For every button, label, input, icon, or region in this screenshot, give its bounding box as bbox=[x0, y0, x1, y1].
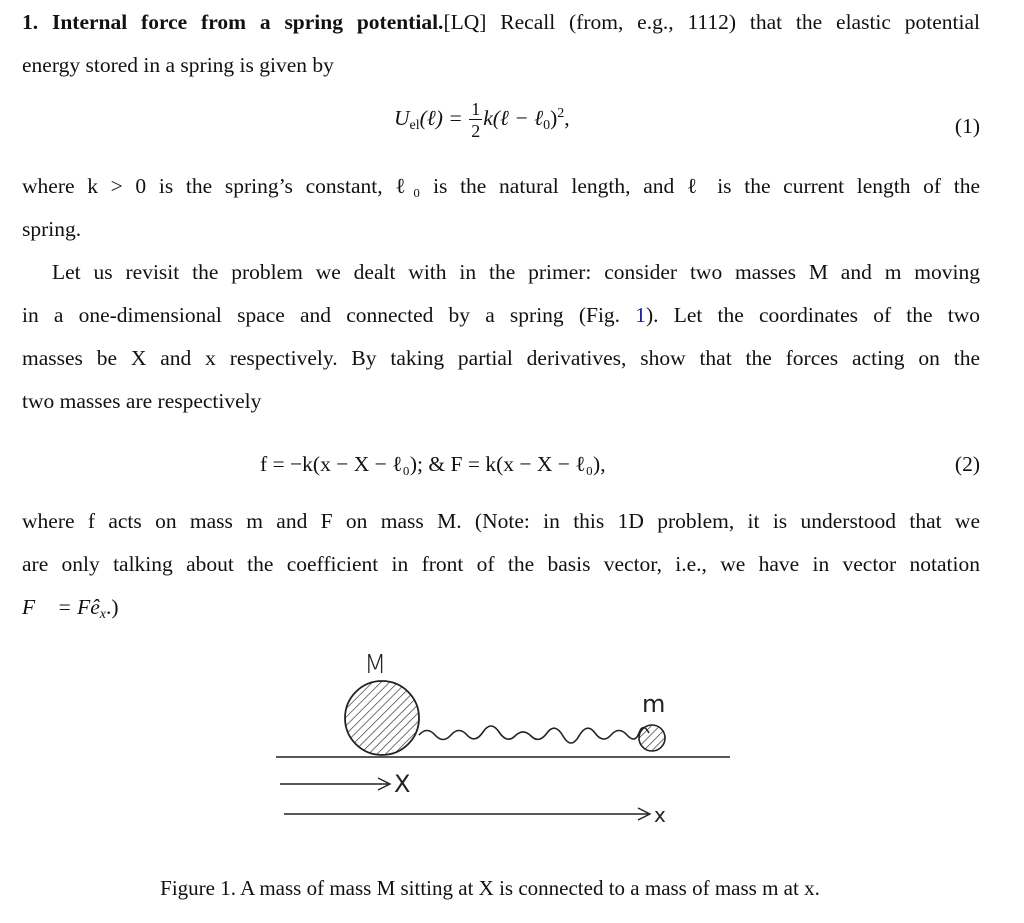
equation-2: f = −k(x − X − ℓ₀); & F = k(x − X − ℓ₀), bbox=[260, 452, 606, 476]
small-mass-label: m bbox=[642, 690, 666, 718]
spring-coil bbox=[419, 726, 649, 743]
problem-heading-line bbox=[22, 12, 980, 34]
fraction-one-half: $\frac{1}{2}$ bbox=[471, 99, 481, 141]
intro-line-2: energy stored in a spring is given by bbox=[22, 53, 334, 77]
paragraph-1-line-1: where k > 0 is the spring’s constant, ℓ₀ is the natural length, and ℓ is the current length of the bbox=[22, 174, 980, 198]
big-mass-label: M bbox=[364, 650, 387, 680]
paragraph-2-line-3: masses be X and x respectively. By taking partial derivatives, show that the forces acting on the bbox=[22, 346, 980, 370]
spring-masses-figure bbox=[270, 640, 740, 830]
paragraph-2-line-1: Let us revisit the problem we dealt with in the primer: consider two masses M and m moving bbox=[52, 260, 980, 284]
problem-tag: [LQ] bbox=[443, 10, 487, 34]
figure-reference-link[interactable]: 1 bbox=[635, 303, 646, 327]
big-mass-circle bbox=[345, 681, 419, 755]
paragraph-3-line-1: where f acts on mass m and F on mass M. (Note: in this 1D problem, it is understood that we bbox=[22, 509, 980, 533]
problem-heading: 1. Internal force from a spring potential. bbox=[22, 10, 444, 34]
big-coordinate-label: X bbox=[394, 770, 411, 798]
figure-caption: Figure 1. A mass of mass M sitting at X is connected to a mass of mass m at x. bbox=[160, 876, 820, 900]
paragraph-2-line-2: in a one-dimensional space and connected by a spring (Fig. 1). Let the coordinates of the two bbox=[22, 303, 980, 327]
paragraph-2-line-4: two masses are respectively bbox=[22, 389, 262, 413]
equation-1: $U_{el}(\ell)$ = $\frac{1}{2}$ k(ℓ − ℓ$_0$)$^2$, bbox=[394, 99, 570, 141]
small-mass-circle bbox=[639, 725, 665, 751]
paragraph-3-line-3: F⃗ = $Fê_x$.) bbox=[22, 595, 119, 622]
equation-1-number: (1) bbox=[954, 114, 980, 138]
intro-line-1: Recall (from, e.g., 1112) that the elastic potential bbox=[500, 10, 981, 34]
paragraph-1-line-2: spring. bbox=[22, 217, 82, 241]
equation-2-number: (2) bbox=[954, 452, 980, 476]
small-coordinate-label: x bbox=[654, 803, 666, 827]
paragraph-3-line-2: are only talking about the coefficient in front of the basis vector, i.e., we have in vector notation bbox=[22, 552, 980, 576]
